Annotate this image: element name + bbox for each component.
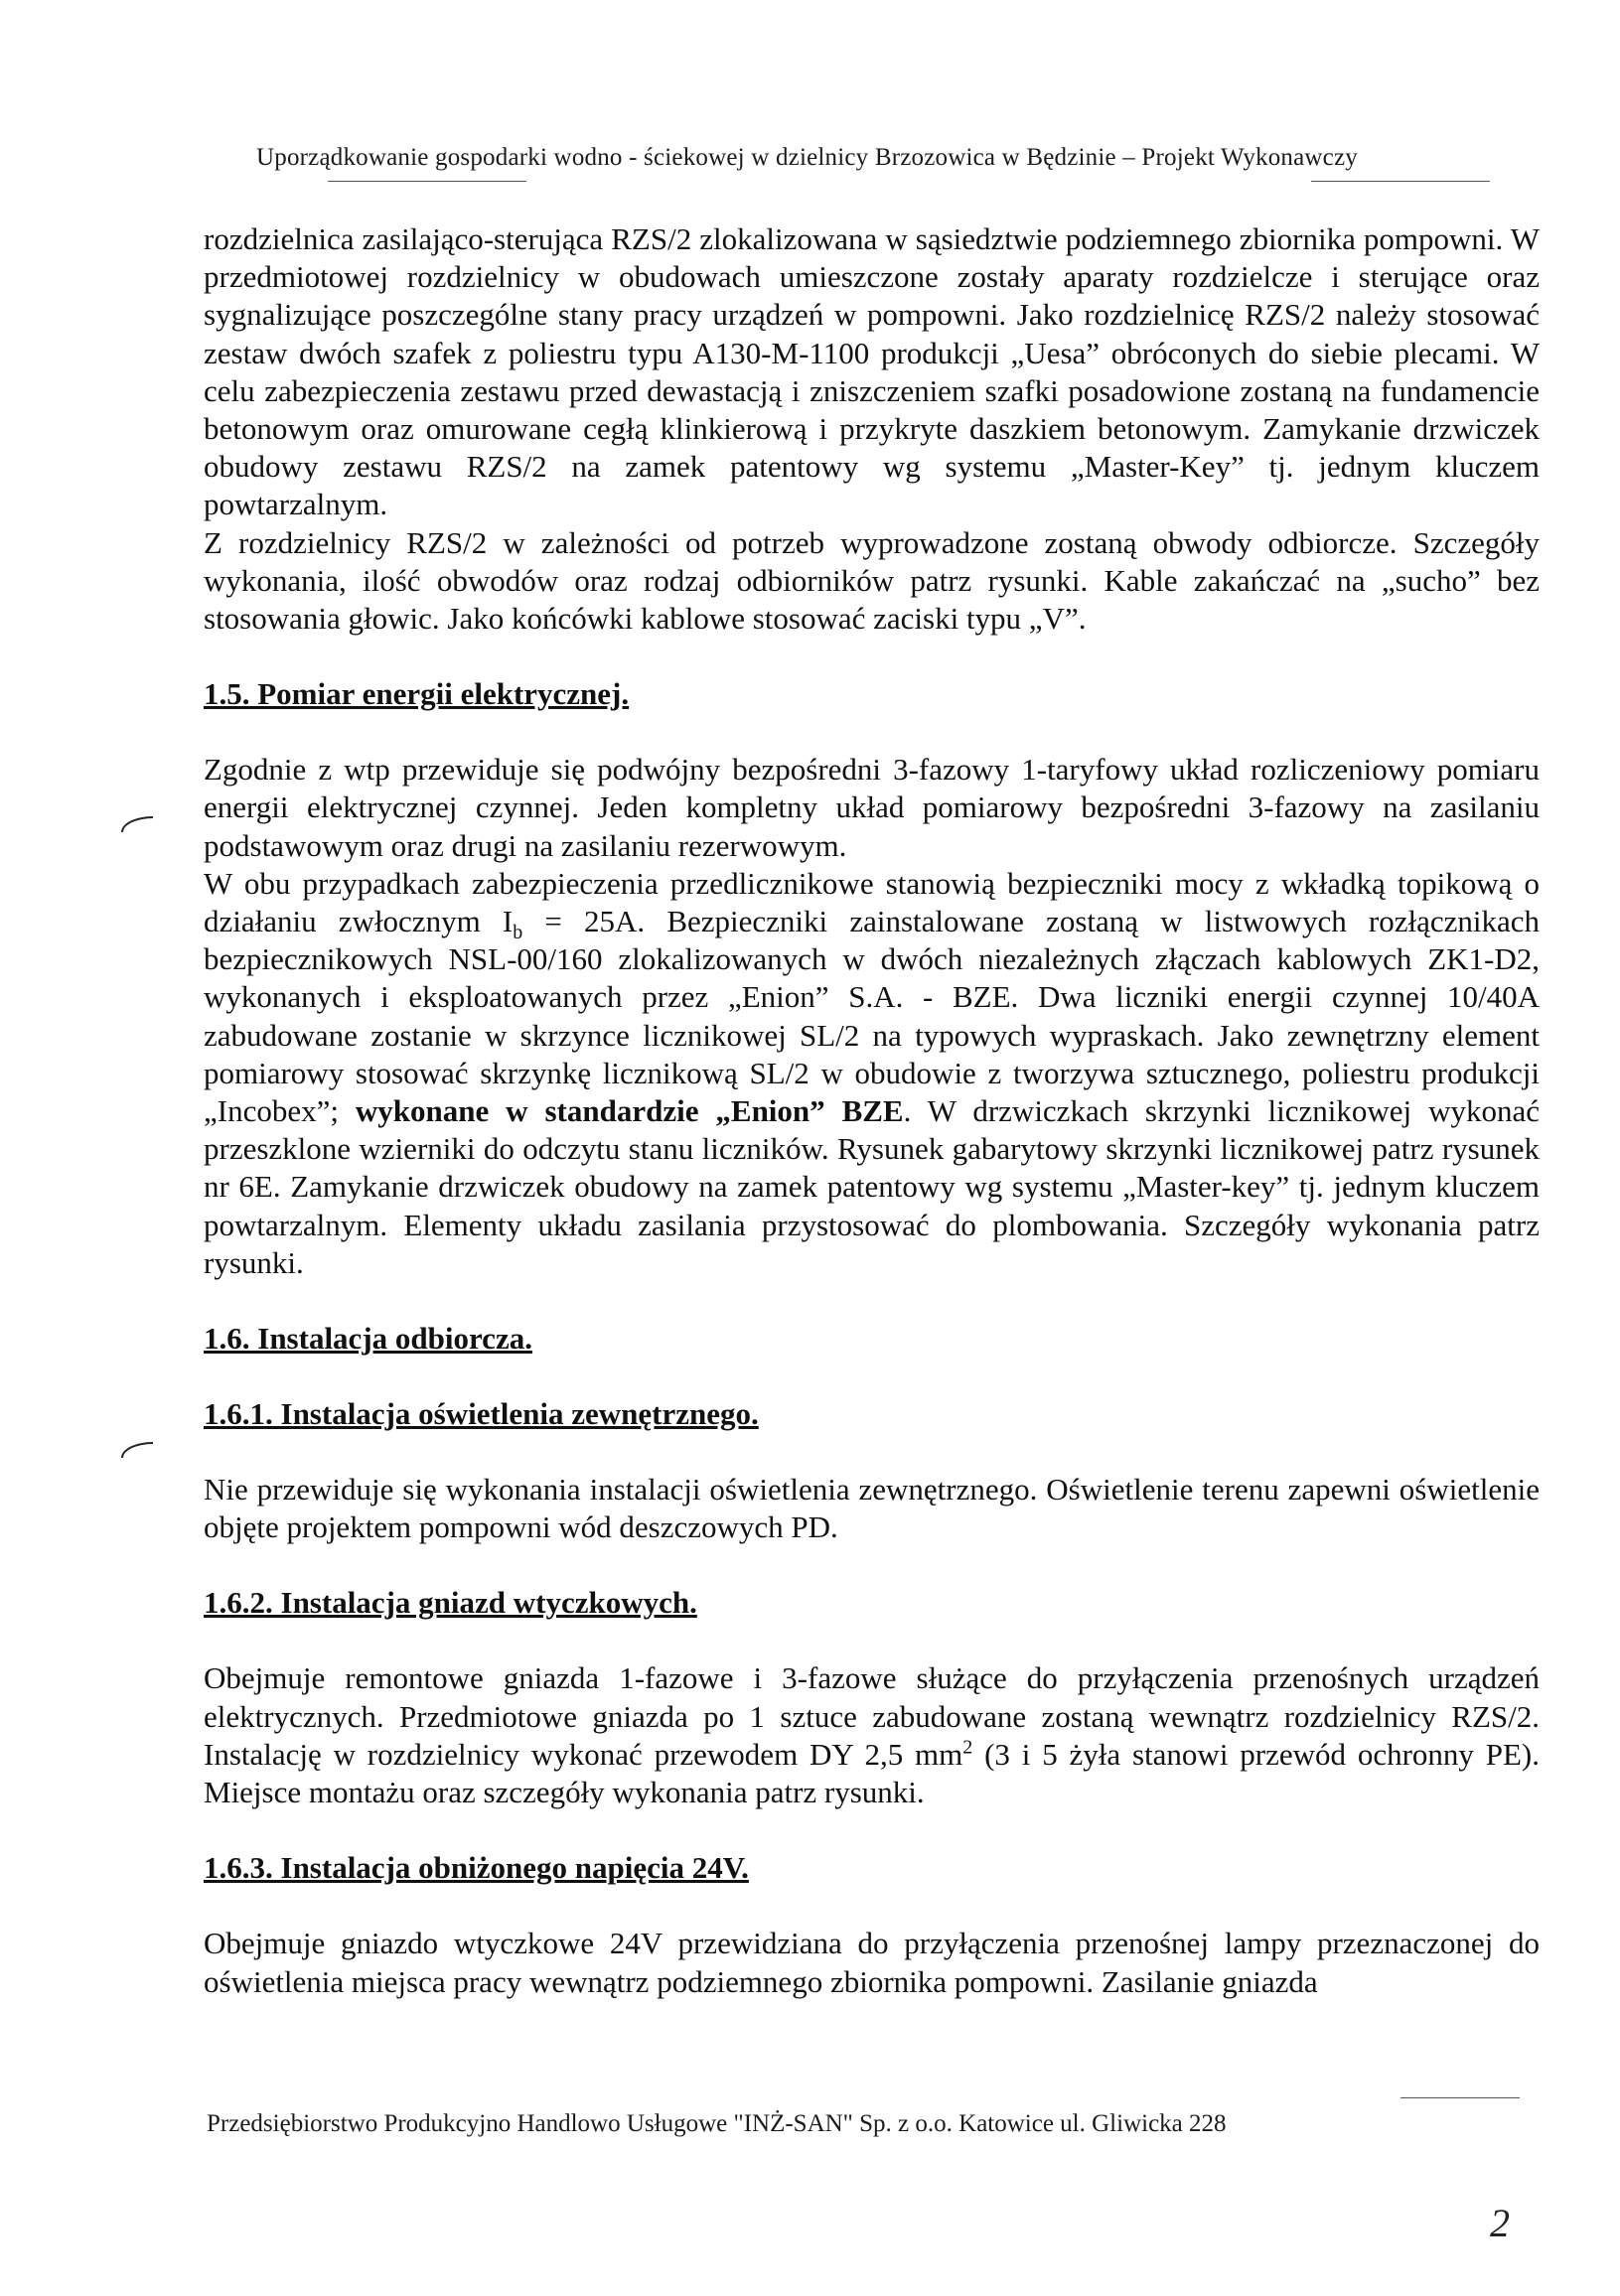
- subsection-heading: 1.6.2. Instalacja gniazd wtyczkowych.: [204, 1585, 697, 1621]
- paragraph: Z rozdzielnicy RZS/2 w zależności od potrzeb wyprowadzone zostaną obwody odbiorcze. Szczegóły wykonania, ilość obwodów oraz rodzaj odbiorników patrz rysunki. Kable zakańczać na „sucho” bez stosowania głowic. Jako końcówki kablowe stosować zaciski typu „V”.: [204, 524, 1540, 637]
- paragraph: rozdzielnica zasilająco-sterująca RZS/2 zlokalizowana w sąsiedztwie podziemnego zbiornika pompowni. W przedmiotowej rozdzielnicy w obudowach umieszczone zostały aparaty rozdzielcze i sterujące oraz sygnalizujące poszczególne stany pracy urządzeń w pompowni. Jako rozdzielnicę RZS/2 należy stosować zestaw dwóch szafek z poliestru typu A130-M-1100 produkcji „Uesa” obróconych do siebie plecami. W celu zabezpieczenia zestawu przed dewastacją i zniszczeniem szafki posadowione zostaną na fundamencie betonowym oraz omurowane cegłą klinkierową i przykryte daszkiem betonowym. Zamykanie drzwiczek obudowy zestawu RZS/2 na zamek patentowy wg systemu „Master-Key” tj. jednym kluczem powtarzalnym.: [204, 221, 1540, 522]
- running-header: Uporządkowanie gospodarki wodno - ściekowej w dzielnicy Brzozowica w Będzinie – Projekt Wykonawczy: [256, 144, 1358, 171]
- paragraph: Obejmuje remontowe gniazda 1-fazowe i 3-fazowe służące do przyłączenia przenośnych urządzeń elektrycznych. Przedmiotowe gniazda po 1 sztuce zabudowane zostaną wewnątrz rozdzielnicy RZS/2. Instalację w rozdzielnicy wykonać przewodem DY 2,5 $mm^2$ (3 i 5 żyła stanowi przewód ochronny PE). Miejsce montażu oraz szczegóły wykonania patrz rysunki.: [204, 1660, 1540, 1810]
- section-heading: 1.5. Pomiar energii elektrycznej.: [204, 676, 630, 712]
- paragraph: W obu przypadkach zabezpieczenia przedlicznikowe stanowią bezpieczniki mocy z wkładką topikową o działaniu zwłocznym $I_b = 25A$. Bezpieczniki zainstalowane zostaną w listwowych rozłącznikach bezpiecznikowych NSL-00/160 zlokalizowanych w dwóch niezależnych złączach kablowych ZK1-D2, wykonanych i eksploatowanych przez „Enion” S.A. - BZE. Dwa liczniki energii czynnej 10/40A zabudowane zostanie w skrzynce licznikowej SL/2 na typowych wypraskach. Jako zewnętrzny element pomiarowy stosować skrzynkę licznikową SL/2 w obudowie z tworzywa sztucznego, poliestru produkcji „Incobex”; wykonane w standardzie „Enion” BZE. W drzwiczkach skrzynki licznikowej wykonać przeszklone wzierniki do odczytu stanu liczników. Rysunek gabarytowy skrzynki licznikowej patrz rysunek nr 6E. Zamykanie drzwiczek obudowy na zamek patentowy wg systemu „Master-key” tj. jednym kluczem powtarzalnym. Elementy układu zasilania przystosować do plombowania. Szczegóły wykonania patrz rysunki.: [204, 865, 1540, 1280]
- margin-mark: [121, 816, 153, 832]
- bold-text: wykonane w standardzie „Enion” BZE: [355, 1093, 904, 1129]
- subsection-heading: 1.6.3. Instalacja obniżonego napięcia 24V.: [204, 1850, 749, 1886]
- header-underline: [328, 181, 526, 182]
- document-body: [204, 220, 1540, 2001]
- paragraph: Zgodnie z wtp przewiduje się podwójny bezpośredni 3-fazowy 1-taryfowy układ rozliczeniowy pomiaru energii elektrycznej czynnej. Jeden kompletny układ pomiarowy bezpośredni 3-fazowy na zasilaniu podstawowym oraz drugi na zasilaniu rezerwowym.: [204, 752, 1540, 863]
- paragraph: Obejmuje gniazdo wtyczkowe 24V przewidziana do przyłączenia przenośnej lampy przeznaczonej do oświetlenia miejsca pracy wewnątrz podziemnego zbiornika pompowni. Zasilanie gniazda: [204, 1926, 1540, 1999]
- margin-mark: [121, 1442, 153, 1458]
- running-footer: Przedsiębiorstwo Produkcyjno Handlowo Usługowe "INŻ-SAN" Sp. z o.o. Katowice ul. Gliwicka 228: [207, 2110, 1227, 2137]
- paragraph: Nie przewiduje się wykonania instalacji oświetlenia zewnętrznego. Oświetlenie terenu zapewni oświetlenie objęte projektem pompowni wód deszczowych PD.: [204, 1472, 1540, 1545]
- page-number: 2: [1490, 2201, 1510, 2245]
- subsection-heading: 1.6.1. Instalacja oświetlenia zewnętrznego.: [204, 1396, 759, 1432]
- header-underline-right: [1311, 181, 1490, 182]
- footer-rule: [1400, 2097, 1520, 2098]
- section-heading: 1.6. Instalacja odbiorcza.: [204, 1321, 532, 1357]
